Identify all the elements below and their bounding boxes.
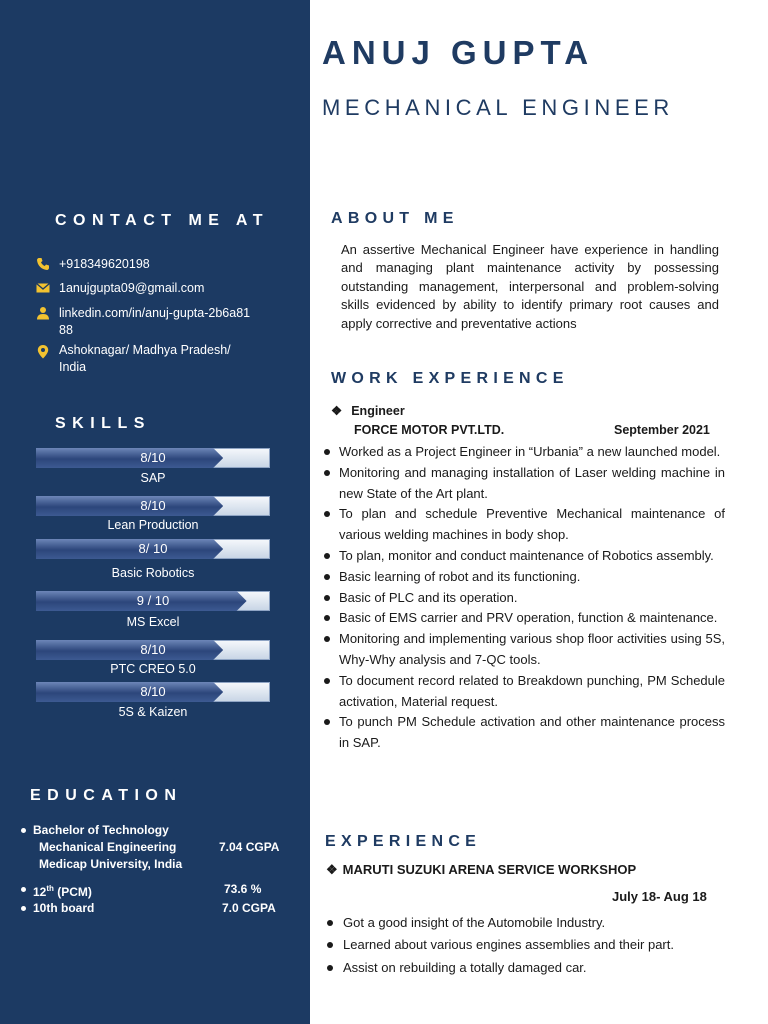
skill-level: 8/10 [140, 684, 166, 699]
skills-heading: SKILLS [55, 415, 151, 432]
candidate-role: MECHANICAL ENGINEER [322, 95, 674, 120]
degree-line-2: Mechanical Engineering [39, 840, 177, 854]
bullet-dot [21, 828, 26, 833]
list-item: To plan, monitor and conduct maintenance of Robotics assembly. [321, 546, 725, 567]
skill-name-5s-kaizen: 5S & Kaizen [118, 705, 188, 719]
skill-bar-sap [36, 448, 270, 468]
skill-level: 8/10 [140, 498, 166, 513]
contact-phone [36, 256, 150, 273]
list-item: Got a good insight of the Automobile Industry. [324, 912, 724, 934]
job-title [331, 403, 405, 418]
list-item: Worked as a Project Engineer in “Urbania” a new launched model. [321, 442, 725, 463]
list-item: Assist on rebuilding a totally damaged car. [324, 957, 724, 979]
phone-icon [36, 257, 50, 271]
skill-name-basic-robotics: Basic Robotics [111, 566, 195, 580]
experience-title [326, 862, 636, 878]
linkedin-url[interactable]: linkedin.com/in/anuj-gupta-2b6a8188 [59, 306, 251, 337]
bullet-dot [21, 887, 26, 892]
job-date: September 2021 [614, 423, 710, 437]
linkedin-person-icon [36, 306, 50, 320]
twelfth-label: 12th (PCM) [33, 884, 92, 899]
list-item: Basic of PLC and its operation. [321, 588, 725, 609]
skill-level: 8/10 [140, 450, 166, 465]
contact-heading: CONTACT ME AT [55, 212, 269, 229]
list-item: To punch PM Schedule activation and other maintenance process in SAP. [321, 712, 725, 754]
about-heading: ABOUT ME [331, 210, 459, 227]
email-icon [36, 281, 50, 295]
skill-bar-basic-robotics [36, 539, 270, 559]
phone-number[interactable]: +918349620198 [59, 257, 150, 271]
work-experience-heading: WORK EXPERIENCE [331, 370, 569, 387]
email-address[interactable]: 1anujgupta09@gmail.com [59, 281, 205, 295]
diamond-bullet-icon: ❖ [326, 862, 338, 877]
list-item: Monitoring and implementing various shop floor activities using 5S, Why-Why analysis and 7-QC tools. [321, 629, 725, 671]
skill-bar-ms-excel [36, 591, 270, 611]
experience-date: July 18- Aug 18 [612, 889, 707, 904]
skill-name-sap: SAP [140, 471, 166, 485]
skill-name-ms-excel: MS Excel [126, 615, 180, 629]
degree-line-3: Medicap University, India [39, 857, 183, 871]
experience-heading: EXPERIENCE [325, 833, 482, 850]
list-item: Learned about various engines assemblies and their part. [324, 934, 724, 956]
contact-email [36, 280, 204, 297]
skill-bar-5s-kaizen [36, 682, 270, 702]
diamond-bullet-icon: ❖ [331, 404, 343, 418]
list-item: Monitoring and managing installation of Laser welding machine in new State of the Art plant. [321, 463, 725, 505]
job-company: FORCE MOTOR PVT.LTD. [354, 423, 505, 437]
skill-level: 8/ 10 [138, 541, 168, 556]
about-text: An assertive Mechanical Engineer have experience in handling and managing plant maintenance activity by possessing outstanding management, interpersonal and problem-solving skills evidenced by ability to identify primary root causes and apply corrective and preventative actions [341, 242, 719, 331]
candidate-name: ANUJ GUPTA [322, 34, 595, 71]
experience-bullets [324, 912, 724, 979]
degree-score: 7.04 CGPA [219, 840, 280, 854]
education-heading: EDUCATION [30, 787, 183, 804]
list-item: To plan and schedule Preventive Mechanical maintenance of various welding machines in body shop. [321, 504, 725, 546]
skill-bar-ptc-creo [36, 640, 270, 660]
job-title-text: Engineer [351, 404, 405, 418]
tenth-label: 10th board [33, 901, 95, 915]
location-text: Ashoknagar/ Madhya Pradesh/ India [59, 343, 231, 374]
job-bullets [321, 442, 725, 754]
contact-linkedin [36, 305, 251, 339]
bullet-dot [21, 906, 26, 911]
location-pin-icon [36, 343, 50, 360]
sidebar [0, 0, 310, 1024]
skill-level: 8/10 [140, 642, 166, 657]
list-item: To document record related to Breakdown punching, PM Schedule activation, Material request. [321, 671, 725, 713]
skill-level: 9 / 10 [136, 593, 170, 608]
tenth-score: 7.0 CGPA [222, 901, 276, 915]
skill-name-lean-production: Lean Production [107, 518, 199, 532]
list-item: Basic learning of robot and its functioning. [321, 567, 725, 588]
contact-location [36, 342, 251, 376]
list-item: Basic of EMS carrier and PRV operation, function & maintenance. [321, 608, 725, 629]
experience-title-text: MARUTI SUZUKI ARENA SERVICE WORKSHOP [342, 862, 637, 877]
twelfth-score: 73.6 % [224, 882, 262, 896]
skill-bar-lean-production [36, 496, 270, 516]
skill-name-ptc-creo: PTC CREO 5.0 [110, 662, 196, 676]
degree-line-1: Bachelor of Technology [33, 823, 169, 837]
